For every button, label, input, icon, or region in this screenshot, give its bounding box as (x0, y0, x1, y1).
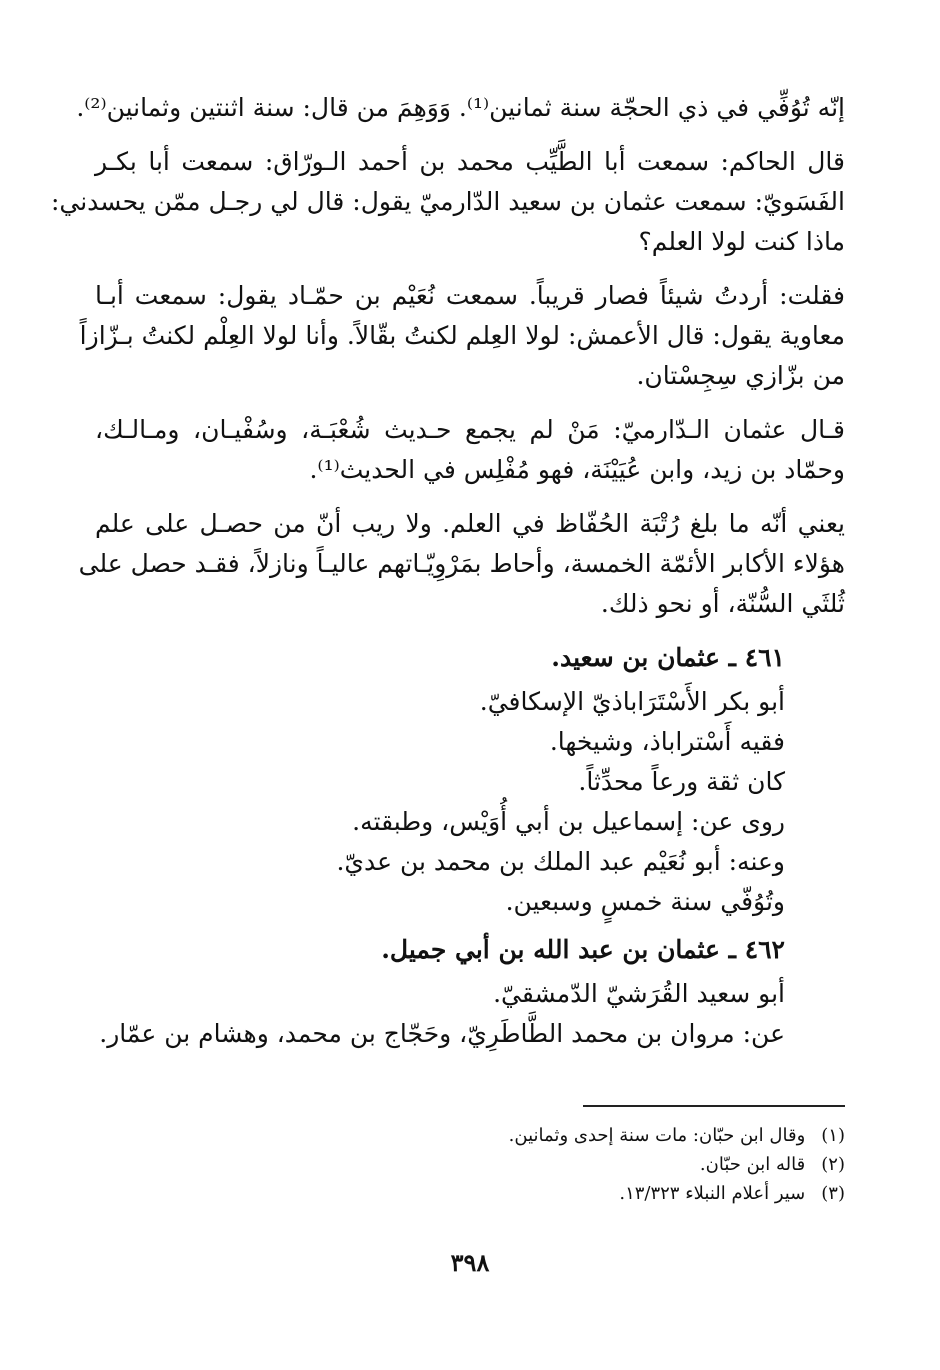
footnote-3 (95, 1179, 845, 1208)
footnote-text: سير أعلام النبلاء ١٣/٣٢٣. (619, 1183, 806, 1204)
footnote-1 (95, 1121, 845, 1150)
entry-line: أبو بكر الأَسْتَرَاباذيّ الإسكافيّ. (479, 687, 785, 716)
paragraph-line: معاوية يقول: قال الأعمش: لولا العِلم لكنتُ بقّالاً. وأنا لولا العِلْم لكنتُ بـزّازاً (79, 321, 845, 350)
paragraph-line: ماذا كنت لولا العلم؟ (638, 227, 845, 256)
footnotes (95, 1105, 845, 1208)
footnote-separator (583, 1105, 845, 1107)
paragraph-line: الفَسَويّ: سمعت عثمان بن سعيد الدّارميّ يقول: قال لي رجـل ممّن يحسدني: (50, 187, 845, 216)
entry-line: عن: مروان بن محمد الطَّاطَرِيّ، وحَجّاج بن محمد، وهشام بن عمّار. (99, 1019, 785, 1048)
footnote-text: وقال ابن حبّان: مات سنة إحدى وثمانين. (508, 1125, 806, 1146)
paragraph-2 (50, 142, 845, 262)
paragraph-line: فقلت: أردتُ شيئاً فصار قريباً. سمعت نُعَيْم بن حمّـاد يقول: سمعت أبـا (95, 281, 845, 310)
biography-entry-461 (95, 638, 845, 922)
paragraph-1 (76, 88, 845, 128)
paragraph-3 (79, 276, 845, 396)
paragraph-line: يعني أنّه ما بلغ رُتْبَة الحُفّاظ في العلم. ولا ريب أنّ من حصـل على علم (95, 509, 845, 538)
paragraph-line: إنّه تُوُفِّي في ذي الحجّة سنة ثمانين⁽¹⁾. وَوَهِمَ من قال: سنة اثنتين وثمانين⁽²⁾. (76, 93, 845, 122)
footnote-number: (٢) (821, 1154, 845, 1175)
footnote-2 (95, 1150, 845, 1179)
entry-line: كان ثقة ورعاً محدِّثاً. (578, 767, 785, 796)
paragraph-line: وحمّاد بن زيد، وابن عُيَيْنَة، فهو مُفْلِس في الحديث⁽¹⁾. (309, 455, 845, 484)
paragraph-line: قال الحاكم: سمعت أبا الطَّيِّب محمد بن أحمد الـورّاق: سمعت أبا بكـر (95, 147, 845, 176)
biography-entry-462 (95, 930, 845, 1054)
footnote-number: (١) (821, 1125, 845, 1146)
page-number: ٣٩٨ (450, 1248, 490, 1277)
entry-heading: ٤٦١ ـ عثمان بن سعيد. (551, 643, 785, 672)
paragraph-line: هؤلاء الأكابر الأئمّة الخمسة، وأحاط بمَرْوِيّـاتهم عاليـاً ونازلاً، فقـد حصل على (78, 549, 845, 578)
entry-line: فقيه أَسْتراباذ، وشيخها. (549, 727, 785, 756)
page-body (50, 88, 845, 1054)
paragraph-line: ثُلثَي السُّنّة، أو نحو ذلك. (600, 589, 845, 618)
entry-heading: ٤٦٢ ـ عثمان بن عبد الله بن أبي جميل. (381, 935, 785, 964)
paragraph-line: من بزّازي سِجِسْتان. (636, 361, 845, 390)
paragraph-5 (78, 504, 845, 624)
footnote-text: قاله ابن حبّان. (699, 1154, 806, 1175)
footnote-number: (٣) (821, 1183, 845, 1204)
entry-line: روى عن: إسماعيل بن أبي أُوَيْس، وطبقته. (352, 807, 785, 836)
paragraph-4 (95, 410, 845, 490)
paragraph-line: قـال عثمان الـدّارميّ: مَنْ لم يجمع حـديث شُعْبَـة، وسُفْيـان، ومـالـك، (95, 415, 845, 444)
entry-line: وعنه: أبو نُعَيْم عبد الملك بن محمد بن عديّ. (336, 847, 785, 876)
entry-line: وتُوُفّي سنة خمسٍ وسبعين. (505, 887, 785, 916)
entry-line: أبو سعيد القُرَشيّ الدّمشقيّ. (493, 979, 785, 1008)
